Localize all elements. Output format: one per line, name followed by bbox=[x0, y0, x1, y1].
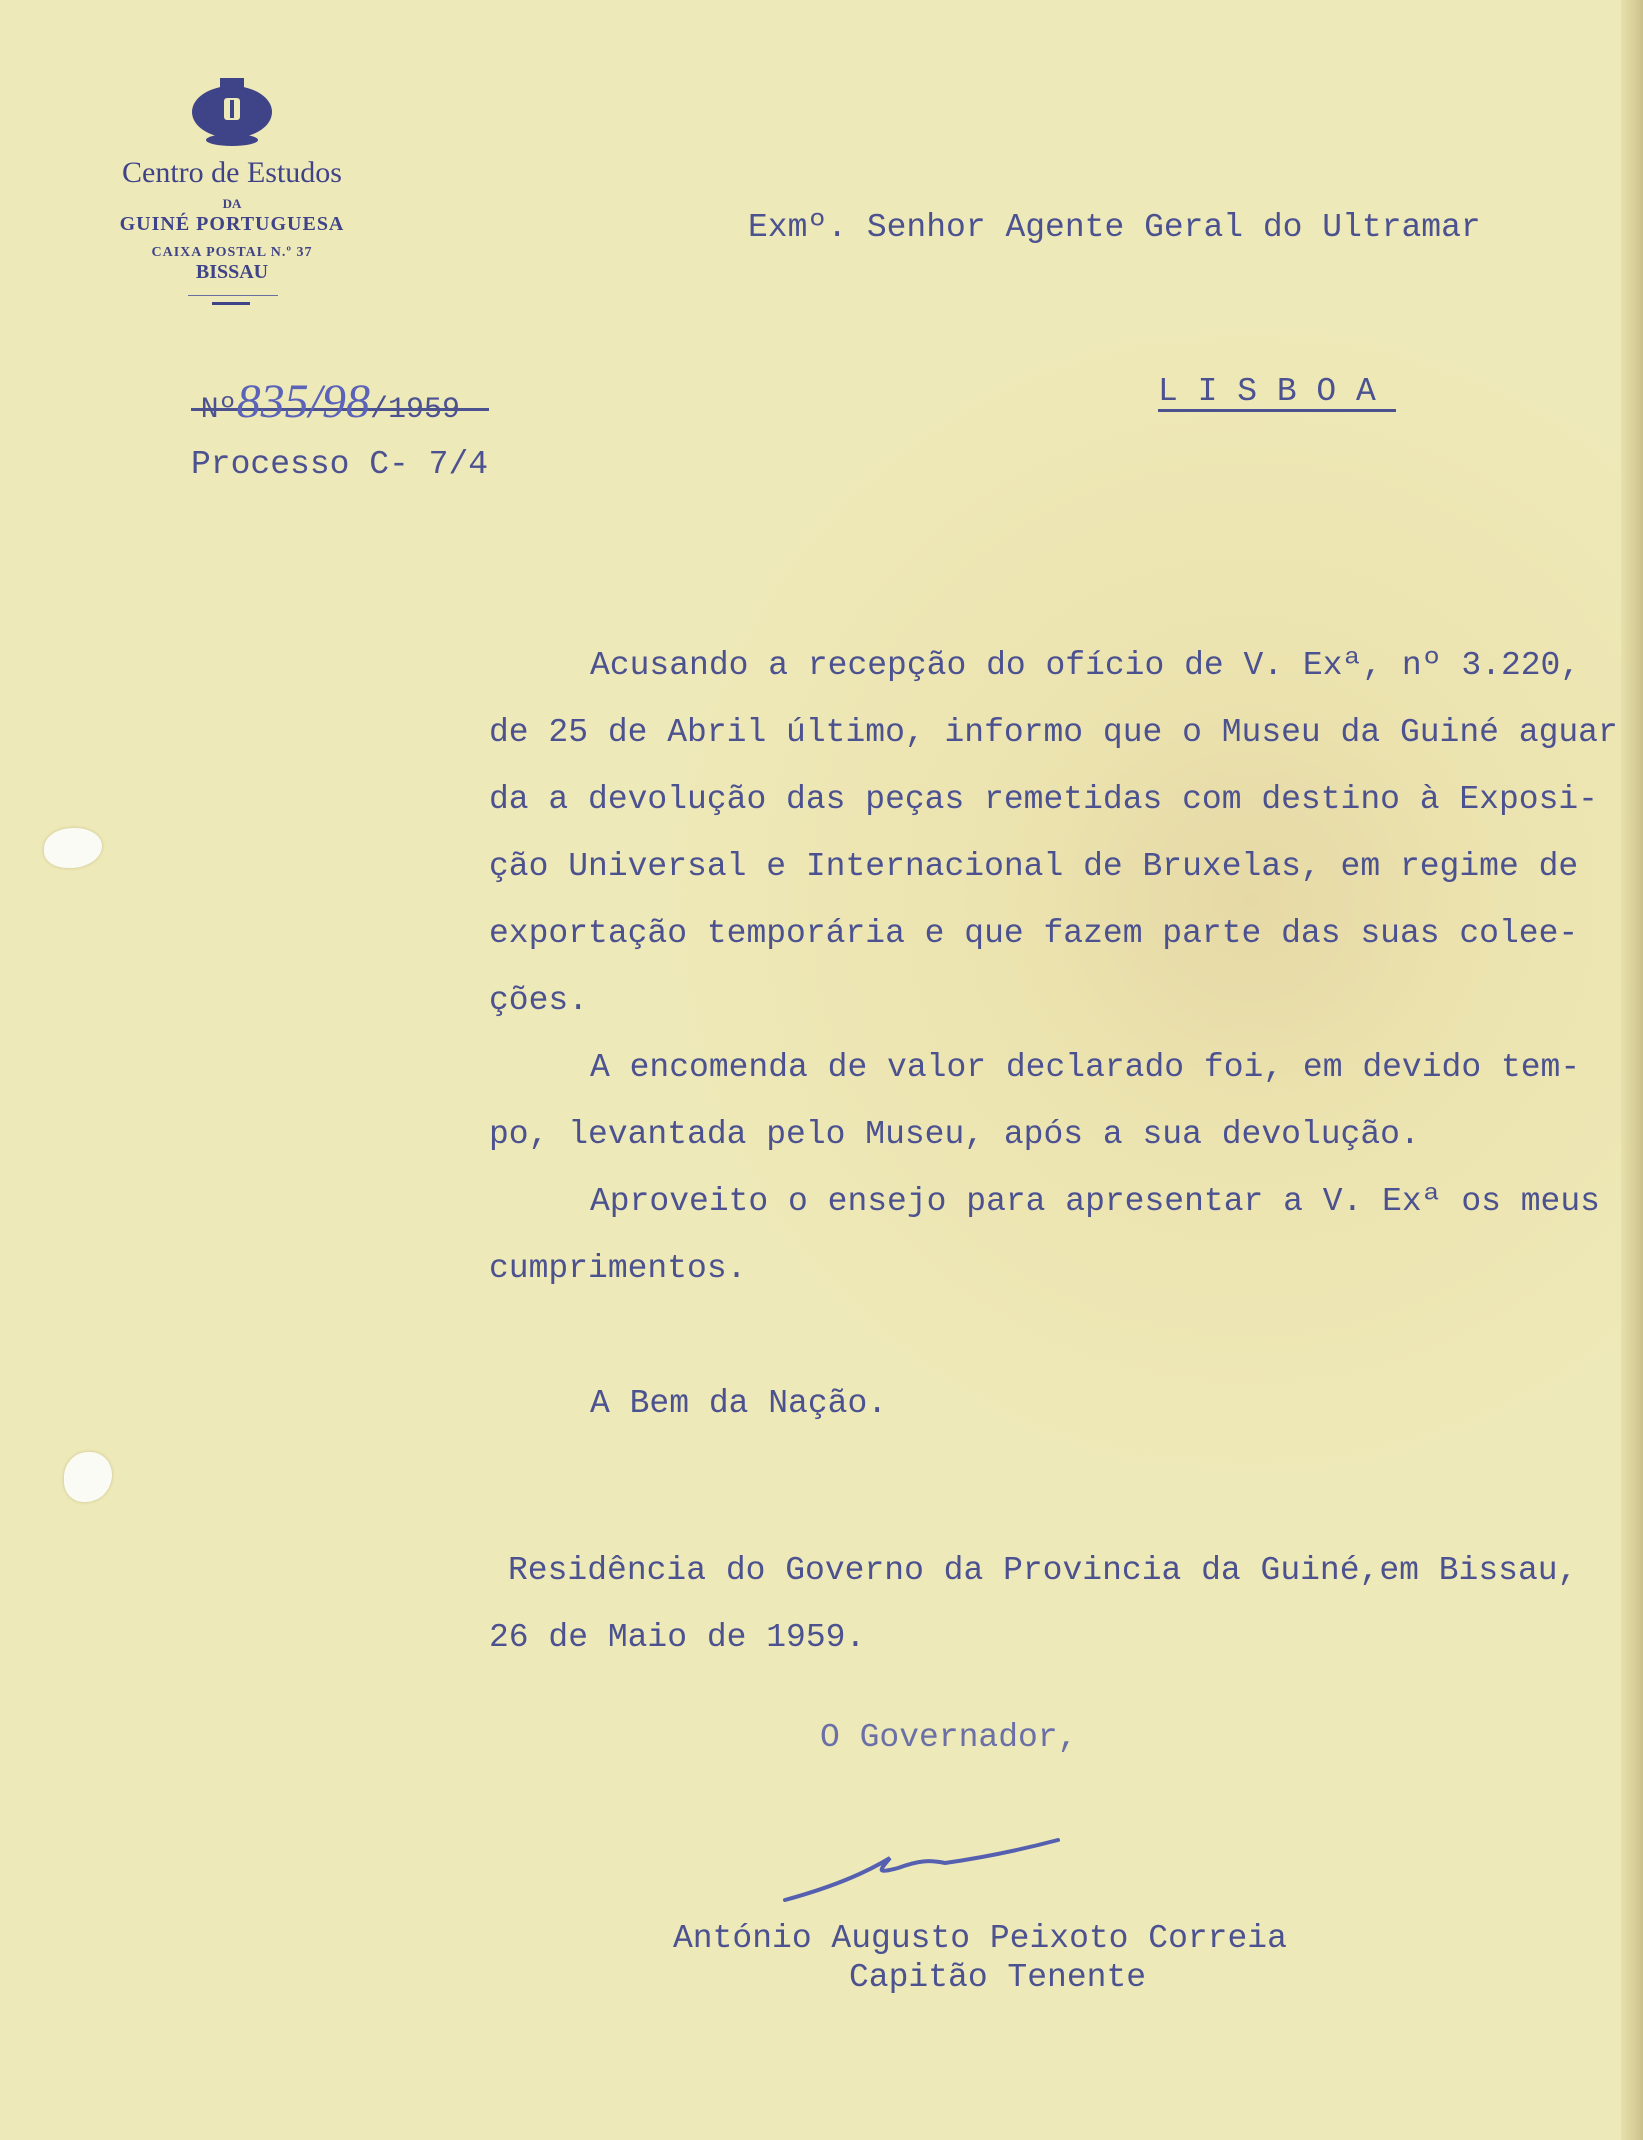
reference-prefix: Nº bbox=[200, 393, 237, 427]
divider bbox=[212, 302, 250, 305]
body-line: cumprimentos. bbox=[489, 1250, 747, 1287]
divider bbox=[188, 295, 278, 296]
reference-num2: 98 bbox=[321, 375, 370, 428]
reference-year: 1959 bbox=[387, 393, 460, 427]
body-line: ções. bbox=[489, 982, 589, 1019]
signature bbox=[780, 1830, 1070, 1910]
body-line: po, levantada pelo Museu, após a sua devolução. bbox=[489, 1116, 1420, 1153]
letterhead-da: DA bbox=[222, 196, 242, 211]
letterhead-bissau: BISSAU bbox=[195, 261, 269, 283]
letterhead-guine: GUINÉ PORTUGUESA bbox=[119, 213, 345, 235]
body-line: Acusando a recepção do ofício de V. Exª, nº 3.220, bbox=[590, 647, 1581, 684]
body-line: de 25 de Abril último, informo que o Museu da Guiné aguar bbox=[489, 714, 1618, 751]
body-line: Aproveito o ensejo para apresentar a V. Exª os meus bbox=[590, 1183, 1600, 1220]
closing: A Bem da Nação. bbox=[590, 1385, 888, 1422]
body-line: exportação temporária e que fazem parte das suas colee- bbox=[489, 915, 1579, 952]
role: O Governador, bbox=[820, 1719, 1078, 1756]
letterhead-title: Centro de Estudos bbox=[122, 156, 342, 189]
reference-sep2: / bbox=[369, 393, 388, 427]
paper-edge bbox=[1621, 0, 1643, 2140]
body-line: A encomenda de valor declarado foi, em devido tem- bbox=[590, 1049, 1581, 1086]
date: 26 de Maio de 1959. bbox=[489, 1619, 866, 1656]
body-line: ção Universal e Internacional de Bruxelas, em regime de bbox=[489, 848, 1579, 885]
place: Residência do Governo da Provincia da Guiné,em Bissau, bbox=[508, 1552, 1578, 1589]
signatory-rank: Capitão Tenente bbox=[849, 1959, 1147, 1996]
reference-sep1: / bbox=[308, 375, 322, 428]
signatory-name: António Augusto Peixoto Correia bbox=[673, 1920, 1287, 1957]
reference-number bbox=[191, 356, 489, 428]
addressee: Exmº. Senhor Agente Geral do Ultramar bbox=[748, 209, 1481, 246]
punch-hole bbox=[44, 828, 102, 868]
letter-body bbox=[489, 632, 1618, 1302]
letterhead-postal: CAIXA POSTAL N.º 37 bbox=[151, 245, 313, 260]
coat-of-arms-icon bbox=[186, 74, 278, 146]
body-line: da a devolução das peças remetidas com destino à Exposi- bbox=[489, 781, 1598, 818]
city: L I S B O A bbox=[1158, 359, 1396, 412]
reference-num1: 835 bbox=[236, 375, 309, 428]
punch-hole bbox=[64, 1452, 112, 1502]
process-number: Processo C- 7/4 bbox=[191, 446, 489, 483]
